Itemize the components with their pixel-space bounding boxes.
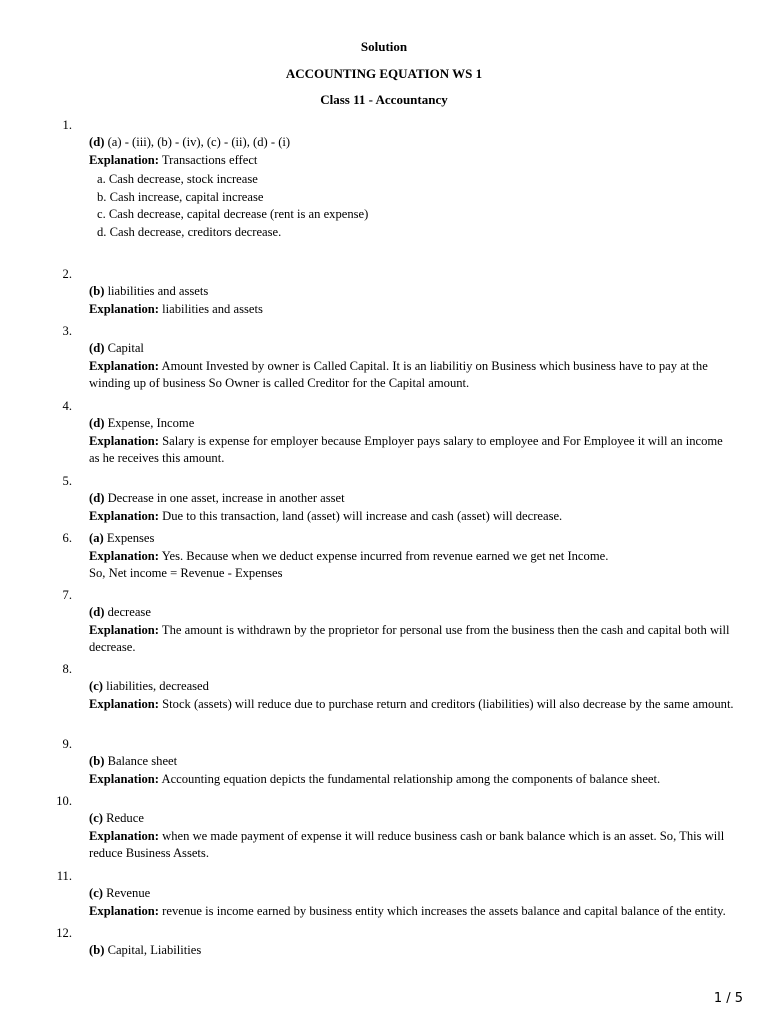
question-number: 12. (56, 926, 72, 940)
explanation-text: Accounting equation depicts the fundamental relationship among the components of balance sheet. (161, 771, 661, 786)
question-number: 6. (62, 531, 72, 545)
question-answer-block (89, 490, 734, 525)
explanation-label: Explanation: (89, 301, 159, 316)
explanation-label: Explanation: (89, 508, 159, 523)
explanation-label: Explanation: (89, 771, 159, 786)
question-number: 3. (62, 324, 72, 338)
answer-text: Revenue (106, 886, 151, 900)
answer-text: Expenses (106, 531, 155, 545)
list-item: c. Cash decrease, capital decrease (rent is an expense) (97, 207, 369, 222)
explanation-label: Explanation: (89, 152, 159, 167)
question-answer-block (89, 283, 734, 318)
answer-text: Decrease in one asset, increase in another asset (107, 491, 345, 505)
question-answer-block (89, 753, 734, 788)
explanation-text: Amount Invested by owner is Called Capital. It is an liabilitiy on Business which business have to pay at the winding up of business So Owner is called Creditor for the Capital amount. (89, 358, 708, 391)
answer-text: liabilities and assets (107, 284, 209, 298)
explanation-label: Explanation: (89, 433, 159, 448)
explanation-line (89, 508, 734, 526)
question-number: 2. (62, 267, 72, 281)
question-number: 1. (62, 118, 72, 132)
question-answer-block (89, 885, 734, 920)
answer-line (89, 530, 734, 548)
answer-text: Expense, Income (107, 416, 195, 430)
explanation-line (89, 301, 734, 319)
explanation-line (89, 828, 734, 863)
page-indicator: 1 / 5 (713, 991, 743, 1006)
question-answer-block (89, 942, 734, 960)
explanation-line (89, 548, 734, 566)
answer-text: Reduce (106, 811, 144, 825)
explanation-text: Salary is expense for employer because Employer pays salary to employee and For Employee it will an income as he receives this amount. (89, 433, 723, 466)
question-number: 9. (62, 737, 72, 751)
explanation-line (89, 696, 734, 714)
explanation-text: Stock (assets) will reduce due to purchase return and creditors (liabilities) will also decrease by the same amount. (162, 696, 734, 711)
explanation-text: The amount is withdrawn by the proprietor for personal use from the business then the cash and capital both will decrease. (89, 622, 730, 655)
question-number: 7. (62, 588, 72, 602)
explanation-label: Explanation: (89, 903, 159, 918)
question-number: 10. (56, 794, 72, 808)
answer-line (89, 678, 734, 696)
answer-option: (d) (89, 491, 105, 505)
explanation-line (89, 771, 734, 789)
explanation-line (89, 358, 734, 393)
list-item: a. Cash decrease, stock increase (97, 172, 258, 187)
explanation-text: Yes. Because when we deduct expense incurred from revenue earned we get net Income. (161, 548, 609, 563)
answer-line (89, 415, 734, 433)
answer-option: (b) (89, 284, 105, 298)
answer-line (89, 942, 734, 960)
formula-line: So, Net income = Revenue - Expenses (89, 566, 283, 581)
class-subject: Class 11 - Accountancy (320, 92, 448, 107)
explanation-text: Transactions effect (161, 152, 258, 167)
explanation-label: Explanation: (89, 622, 159, 637)
answer-option: (d) (89, 605, 105, 619)
question-answer-block (89, 134, 734, 242)
answer-line (89, 134, 734, 152)
question-answer-block (89, 604, 734, 657)
question-answer-block (89, 678, 734, 713)
answer-line (89, 283, 734, 301)
answer-line (89, 490, 734, 508)
explanation-text: revenue is income earned by business entity which increases the assets balance and capital balance of the entity. (162, 903, 726, 918)
explanation-label: Explanation: (89, 696, 159, 711)
explanation-line (89, 622, 734, 657)
explanation-label: Explanation: (89, 358, 159, 373)
document-header (0, 38, 768, 118)
question-number: 5. (62, 474, 72, 488)
explanation-label: Explanation: (89, 548, 159, 563)
answer-option: (a) (89, 531, 104, 545)
transaction-effects-list (89, 171, 734, 241)
answer-option: (d) (89, 341, 105, 355)
explanation-text: liabilities and assets (162, 301, 263, 316)
question-number: 4. (62, 399, 72, 413)
answer-option: (d) (89, 135, 105, 149)
question-answer-block (89, 530, 734, 583)
list-item: b. Cash increase, capital increase (97, 189, 264, 204)
question-number: 8. (62, 662, 72, 676)
question-answer-block (89, 415, 734, 468)
explanation-label: Explanation: (89, 828, 159, 843)
answer-line (89, 810, 734, 828)
explanation-line (89, 433, 734, 468)
answer-text: (a) - (iii), (b) - (iv), (c) - (ii), (d) - (i) (107, 135, 291, 149)
answer-option: (c) (89, 886, 103, 900)
answer-line (89, 340, 734, 358)
question-answer-block (89, 340, 734, 393)
worksheet-title: ACCOUNTING EQUATION WS 1 (285, 65, 483, 81)
answer-text: liabilities, decreased (106, 679, 209, 693)
answer-text: decrease (107, 605, 151, 619)
answer-option: (c) (89, 679, 103, 693)
answer-option: (c) (89, 811, 103, 825)
question-answer-block (89, 810, 734, 863)
answer-option: (b) (89, 943, 105, 957)
explanation-text: when we made payment of expense it will reduce business cash or bank balance which is an asset. So, This will reduce Business Assets. (89, 828, 725, 861)
answer-text: Capital, Liabilities (107, 943, 202, 957)
answer-option: (d) (89, 416, 105, 430)
document-title: Solution (360, 39, 408, 54)
answer-line (89, 753, 734, 771)
answer-text: Balance sheet (107, 754, 178, 768)
explanation-text: Due to this transaction, land (asset) will increase and cash (asset) will decrease. (162, 508, 563, 523)
list-item: d. Cash decrease, creditors decrease. (97, 224, 282, 239)
explanation-line (89, 152, 734, 170)
question-number: 11. (56, 869, 72, 883)
answer-option: (b) (89, 754, 105, 768)
answer-line (89, 885, 734, 903)
answer-text: Capital (107, 341, 144, 355)
answer-line (89, 604, 734, 622)
explanation-line (89, 903, 734, 921)
